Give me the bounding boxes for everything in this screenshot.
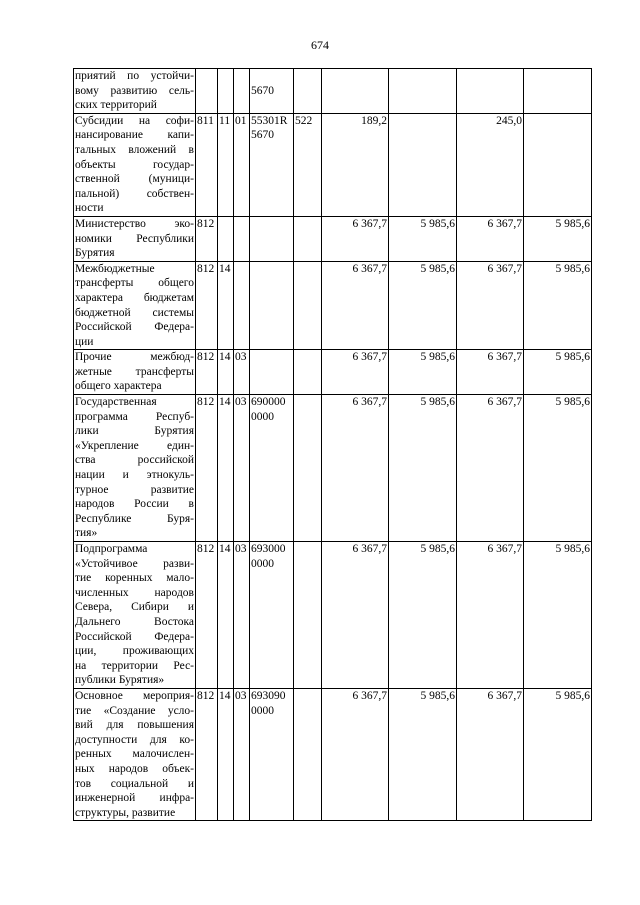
row-name-cell <box>74 261 196 350</box>
table-row <box>74 216 592 261</box>
amount-cell-3: 6 367,7 <box>457 542 524 689</box>
row-name-line: вий для повышения <box>75 719 194 732</box>
ved-code-cell: 812 <box>196 542 218 689</box>
amount-cell-1: 6 367,7 <box>322 542 389 689</box>
amount-cell-3: 245,0 <box>457 113 524 216</box>
row-name-line: Российской Федера- <box>75 321 194 334</box>
row-name-line: трансферты общего <box>75 277 194 290</box>
target-article-cell <box>250 688 294 820</box>
row-name-line: характера бюджетам <box>75 291 194 304</box>
amount-cell-2: 5 985,6 <box>389 542 457 689</box>
amount-cell-1: 6 367,7 <box>322 216 389 261</box>
target-article-line <box>251 217 292 232</box>
amount-cell-1: 6 367,7 <box>322 350 389 395</box>
section-code-cell: 14 <box>218 395 234 542</box>
target-article-line <box>251 69 292 84</box>
row-name-line: «Устойчивое разви- <box>75 557 194 570</box>
expense-type-cell <box>294 350 322 395</box>
row-name-line: структуры, развитие <box>75 806 176 819</box>
subsection-code-cell <box>234 69 250 114</box>
row-name-cell <box>74 350 196 395</box>
amount-cell-3: 6 367,7 <box>457 261 524 350</box>
row-name-line: Межбюджетные <box>75 262 155 275</box>
ved-code-cell: 811 <box>196 113 218 216</box>
amount-cell-1: 6 367,7 <box>322 395 389 542</box>
row-name-line: тов социальной и <box>75 777 194 790</box>
page-number: 674 <box>311 38 329 52</box>
amount-cell-2: 5 985,6 <box>389 395 457 542</box>
row-name-line: пальной) собствен- <box>75 187 194 200</box>
row-name-line: Дальнего Востока <box>75 615 194 628</box>
target-article-cell <box>250 542 294 689</box>
table-row <box>74 69 592 114</box>
table-row <box>74 395 592 542</box>
amount-cell-3 <box>457 69 524 114</box>
target-article-line: 0000 <box>251 410 274 423</box>
row-name-cell <box>74 216 196 261</box>
amount-cell-2 <box>389 113 457 216</box>
budget-table-body <box>74 69 592 821</box>
row-name-cell <box>74 113 196 216</box>
row-name-line: номики Республики <box>75 232 194 245</box>
target-article-cell <box>250 113 294 216</box>
section-code-cell: 14 <box>218 688 234 820</box>
target-article-line: 55301R <box>251 114 288 127</box>
section-code-cell: 14 <box>218 261 234 350</box>
amount-cell-1: 6 367,7 <box>322 688 389 820</box>
row-name-line: тие коренных мало- <box>75 572 194 585</box>
amount-cell-1: 6 367,7 <box>322 261 389 350</box>
table-row <box>74 113 592 216</box>
row-name-line: вому развитию сель- <box>75 84 194 97</box>
expense-type-cell: 522 <box>294 113 322 216</box>
row-name-line: на территории Рес- <box>75 659 194 672</box>
row-name-line: ности <box>75 202 104 215</box>
row-name-line: ренных малочислен- <box>75 748 194 761</box>
amount-cell-3: 6 367,7 <box>457 688 524 820</box>
row-name-line: ственной (муници- <box>75 173 194 186</box>
amount-cell-4: 5 985,6 <box>524 216 592 261</box>
subsection-code-cell: 03 <box>234 350 250 395</box>
table-row <box>74 542 592 689</box>
target-article-cell <box>250 69 294 114</box>
row-name-line: тия» <box>75 527 98 540</box>
expense-type-cell <box>294 395 322 542</box>
target-article-line <box>251 350 292 365</box>
table-row <box>74 688 592 820</box>
row-name-cell <box>74 69 196 114</box>
row-name-line: Субсидии на софи- <box>75 114 194 127</box>
row-name-line: «Укрепление един- <box>75 439 194 452</box>
row-name-line: Основное мероприя- <box>75 689 194 702</box>
row-name-line: ции, проживающих <box>75 645 194 658</box>
target-article-line: 5670 <box>251 129 274 142</box>
subsection-code-cell: 01 <box>234 113 250 216</box>
subsection-code-cell: 03 <box>234 542 250 689</box>
row-name-line: лики Бурятия <box>75 425 194 438</box>
amount-cell-4 <box>524 113 592 216</box>
amount-cell-4: 5 985,6 <box>524 395 592 542</box>
target-article-line <box>251 262 292 277</box>
row-name-line: Подпрограмма <box>75 543 148 555</box>
subsection-code-cell: 03 <box>234 688 250 820</box>
table-row <box>74 350 592 395</box>
row-name-cell <box>74 688 196 820</box>
target-article-cell <box>250 395 294 542</box>
row-name-line: народов России в <box>75 498 194 511</box>
subsection-code-cell <box>234 261 250 350</box>
expense-type-cell <box>294 542 322 689</box>
ved-code-cell: 812 <box>196 216 218 261</box>
ved-code-cell: 812 <box>196 261 218 350</box>
amount-cell-4 <box>524 69 592 114</box>
row-name-line: нации и этнокуль- <box>75 469 194 482</box>
expense-type-cell <box>294 261 322 350</box>
subsection-code-cell <box>234 216 250 261</box>
row-name-line: ных народов объек- <box>75 762 194 775</box>
ved-code-cell: 812 <box>196 395 218 542</box>
ved-code-cell: 812 <box>196 688 218 820</box>
row-name-line: ских территорий <box>75 99 157 112</box>
section-code-cell: 11 <box>218 113 234 216</box>
amount-cell-2 <box>389 69 457 114</box>
amount-cell-2: 5 985,6 <box>389 261 457 350</box>
ved-code-cell <box>196 69 218 114</box>
target-article-line: 690000 <box>251 396 286 409</box>
target-article-cell <box>250 261 294 350</box>
row-name-line: программа Респуб- <box>75 410 194 423</box>
row-name-line: доступности для ко- <box>75 733 194 746</box>
amount-cell-4: 5 985,6 <box>524 350 592 395</box>
row-name-line: Министерство эко- <box>75 217 194 230</box>
section-code-cell <box>218 216 234 261</box>
amount-cell-4: 5 985,6 <box>524 542 592 689</box>
amount-cell-4: 5 985,6 <box>524 261 592 350</box>
row-name-line: Государственная <box>75 396 157 409</box>
expense-type-cell <box>294 688 322 820</box>
row-name-line: тальных вложений в <box>75 143 194 156</box>
amount-cell-2: 5 985,6 <box>389 216 457 261</box>
amount-cell-3: 6 367,7 <box>457 216 524 261</box>
row-name-line: приятий по устойчи- <box>75 70 194 82</box>
target-article-cell <box>250 350 294 395</box>
row-name-line: объекты государ- <box>75 158 194 171</box>
row-name-line: ства российской <box>75 454 194 467</box>
row-name-line: численных народов <box>75 586 194 599</box>
row-name-line: нансирование капи- <box>75 129 194 142</box>
row-name-line: ции <box>75 335 94 348</box>
row-name-line: турное развитие <box>75 483 194 496</box>
budget-table <box>73 68 592 821</box>
table-row <box>74 261 592 350</box>
row-name-line: тие «Создание усло- <box>75 704 194 717</box>
row-name-cell <box>74 395 196 542</box>
target-article-line: 0000 <box>251 557 274 570</box>
amount-cell-3: 6 367,7 <box>457 350 524 395</box>
row-name-line: жетные трансферты <box>75 365 194 378</box>
row-name-line: Российской Федера- <box>75 630 194 643</box>
amount-cell-4: 5 985,6 <box>524 688 592 820</box>
section-code-cell <box>218 69 234 114</box>
target-article-line: 693090 <box>251 689 286 702</box>
expense-type-cell <box>294 69 322 114</box>
row-name-line: Бурятия <box>75 247 115 260</box>
amount-cell-1 <box>322 69 389 114</box>
row-name-line: инженерной инфра- <box>75 792 194 805</box>
row-name-cell <box>74 542 196 689</box>
row-name-line: Республике Буря- <box>75 512 194 525</box>
section-code-cell: 14 <box>218 350 234 395</box>
ved-code-cell: 812 <box>196 350 218 395</box>
row-name-line: общего характера <box>75 380 162 393</box>
subsection-code-cell: 03 <box>234 395 250 542</box>
section-code-cell: 14 <box>218 542 234 689</box>
target-article-cell <box>250 216 294 261</box>
row-name-line: Севера, Сибири и <box>75 601 194 614</box>
amount-cell-2: 5 985,6 <box>389 688 457 820</box>
target-article-line: 0000 <box>251 704 274 717</box>
expense-type-cell <box>294 216 322 261</box>
target-article-line: 5670 <box>251 84 274 97</box>
row-name-line: Прочие межбюд- <box>75 351 194 364</box>
amount-cell-1: 189,2 <box>322 113 389 216</box>
target-article-line: 693000 <box>251 543 286 555</box>
amount-cell-3: 6 367,7 <box>457 395 524 542</box>
row-name-line: бюджетной системы <box>75 306 194 319</box>
row-name-line: публики Бурятия» <box>75 674 165 687</box>
amount-cell-2: 5 985,6 <box>389 350 457 395</box>
